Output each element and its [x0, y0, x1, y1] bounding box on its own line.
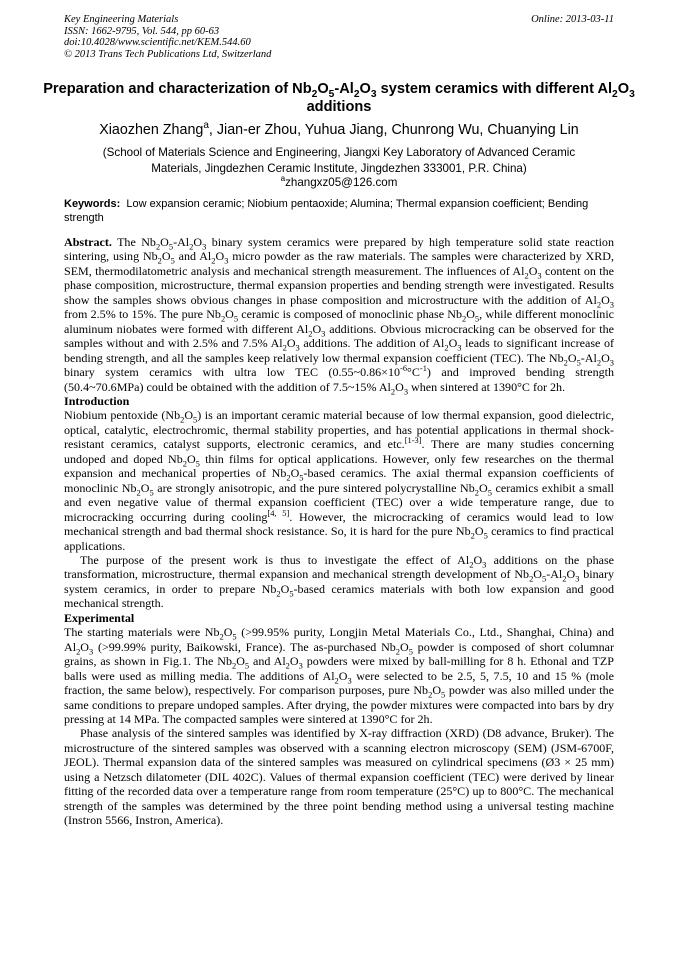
journal-copyright: © 2013 Trans Tech Publications Ltd, Switzerland — [64, 48, 272, 60]
author-list: Xiaozhen Zhang$^a$, Jian-er Zhou, Yuhua Jiang, Chunrong Wu, Chuanying Lin — [99, 120, 579, 138]
keywords-label: Keywords: — [64, 198, 121, 210]
keywords — [64, 197, 616, 225]
paper-title: Preparation and characterization of $Nb_2O_5-Al_2O_3$ system ceramics with different $Al_2O_3$ additions — [43, 81, 635, 115]
experimental-paragraph-2: Phase analysis of the sintered samples was identified by X-ray diffraction (XRD) (D8 advance, Bruker). The microstructure of the sintered samples was observed with a scanning electron microscopy (SEM) (JSM-6700F, JEOL). Thermal expansion data of the sintered samples was measured on cylindrical specimens (Ø3 × 25 mm) using a Netzsch dilatometer (DIL 402C). Values of thermal expansion coefficient (TEC) were derived by linear fitting of the recorded data over a temperature range from room temperature (25°C) up to 800°C. The mechanical strength of the samples was determined by the three point bending method using a universal testing machine (Instron 5566, Instron, America). — [64, 726, 614, 828]
introduction-heading: Introduction — [64, 393, 130, 408]
affiliation: (School of Materials Science and Engineering, Jiangxi Key Laboratory of Advanced Ceramic Materials, Jingdezhen Ceramic Institute, Jingdezhen 333001, P.R. China) — [102, 146, 576, 175]
experimental-heading: Experimental — [64, 610, 135, 625]
paper-body — [64, 235, 614, 828]
journal-header — [64, 14, 271, 60]
experimental-paragraph-1: The starting materials were $Nb_2O_5$ (>99.95% purity, Longjin Metal Materials Co., Ltd., Shanghai, China) and $Al_2O_3$ (>99.99% purity, Baikowski, France). The as-purchased $Nb_2O_5$ powder is composed of short columnar grains, as shown in Fig.1. The $Nb_2O_5$ and $Al_2O_3$ powders were mixed by ball-milling for 8 h. Ethonal and TZP balls were used as milling media. The additions of $Al_2O_3$ were selected to be 2.5, 5, 7.5, 10 and 15 % (mole fraction, the same below), respectively. For comparison purposes, pure $Nb_2O_5$ powder was also milled under the same conditions to prepare undoped samples. After drying, the powder mixtures were compacted into bars by dry pressing at 14 MPa. The compacted samples were sintered at 1390°C for 2h. — [64, 625, 615, 726]
journal-doi: doi:10.4028/www.scientific.net/KEM.544.60 — [64, 37, 251, 49]
journal-name: Key Engineering Materials — [64, 14, 179, 25]
introduction-paragraph-1: Niobium pentoxide $(Nb_2O_5)$ is an important ceramic material because of low thermal expansion, good dielectric, optical, catalytic, electrochromic, thermal stability properties, and has potential applications in thermal shock-resistant ceramics, catalyst supports, electronic ceramics, and etc.[1-3]. There are many studies concerning undoped and doped $Nb_2O_5$ thin films for optical applications. However, only few researches on the thermal expansion and mechanical properties of $Nb_2O_5$-based ceramics. The axial thermal expansion coefficients of monoclinic $Nb_2O_5$ are strongly anisotropic, and the pure sintered polycrystalline $Nb_2O_5$ ceramics exhibit a small and even negative value of thermal expansion coefficient (TEC) over a wide temperature range, due to microcracking occurring during cooling[4, 5]. However, the microcracking of ceramics would lead to low mechanical strength and bad thermal shock resistance. So, it is hard for the pure $Nb_2O_5$ ceramics to find practical applications. — [64, 408, 615, 553]
keywords-text: Low expansion ceramic; Niobium pentaoxide; Alumina; Thermal expansion coefficient; Bending strength — [64, 198, 589, 224]
introduction-paragraph-2: The purpose of the present work is thus to investigate the effect of $Al_2O_3$ additions on the phase transformation, microstructure, thermal expansion and mechanical strength development of $Nb_2O_5-Al_2O_3$ binary system ceramics, in order to prepare $Nb_2O_5$-based ceramics materials with both low expansion and good mechanical strength. — [64, 552, 614, 611]
abstract-paragraph: Abstract. The $Nb_2O_5-Al_2O_3$ binary system ceramics were prepared by high temperature solid state reaction sintering, using $Nb_2O_5$ and $Al_2O_3$ micro powder as the raw materials. The samples were characterized by XRD, SEM, thermodilatometric analysis and mechanical strength measurement. The influences of $Al_2O_3$ content on the phase composition, microstructure, thermal expansion properties and bending strength were investigated. Results show the samples shows obvious changes in phase composition and microstructure with the addition of $Al_2O_3$ from 2.5% to 15%. The pure $Nb_2O_5$ ceramic is composed of monoclinic phase $Nb_2O_5$, while different monoclinic aluminum niobates were formed with different $Al_2O_3$ additions. Obvious microcracking can be observed for the samples without and with 2.5% and 7.5% $Al_2O_3$ additions. The addition of $Al_2O_3$ leads to significant increase of bending strength, and all the samples keep relatively low thermal expansion coefficient (TEC). The $Nb_2O_5-Al_2O_3$ binary system ceramics with ultra low TEC $(0.55\sim 0.86\times 10^{-6}^\circ C^{-1})$ and improved bending strength (50.4~70.6MPa) could be obtained with the addition of 7.5~15% $Al_2O_3$ when sintered at 1390°C for 2h. — [64, 235, 615, 396]
online-date: Online: 2013-03-11 — [531, 14, 614, 25]
author-email: $^a$zhangxz05@126.com — [280, 174, 398, 189]
journal-issn: ISSN: 1662-9795, Vol. 544, pp 60-63 — [64, 25, 220, 37]
